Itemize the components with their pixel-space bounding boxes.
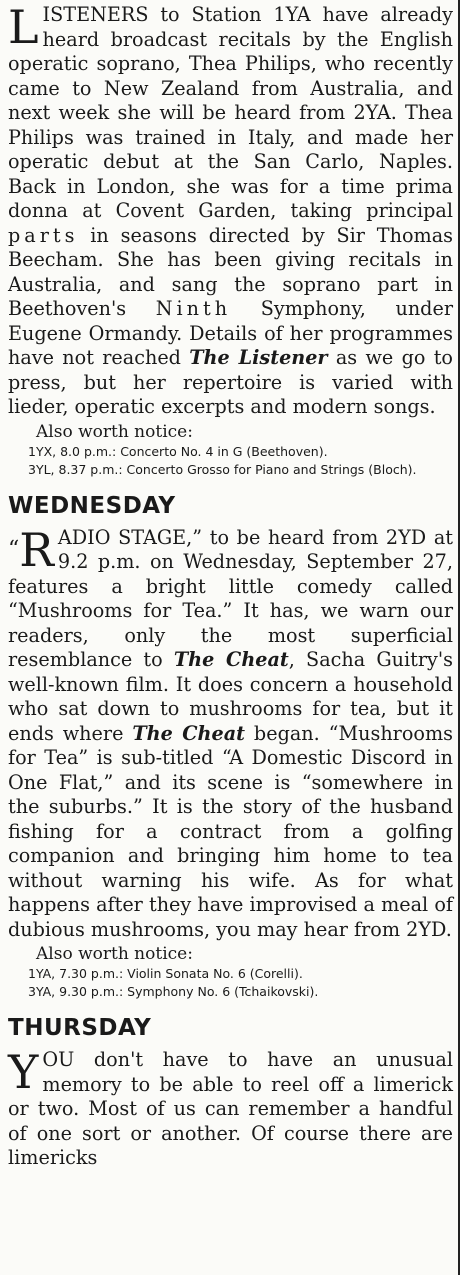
section-intro bbox=[8, 0, 453, 478]
paragraph-text: in seasons directed by Sir Thomas Beecham. She has been giving recitals in Australia, and sang the soprano part in Beethoven's bbox=[8, 223, 453, 320]
section-wednesday bbox=[8, 492, 453, 1001]
drop-cap bbox=[8, 522, 54, 577]
day-heading: THURSDAY bbox=[8, 1015, 152, 1041]
listing-entry: 3YA, 9.30 p.m.: Symphony No. 6 (Tchaikovski). bbox=[28, 984, 319, 999]
paragraph-text: , Sacha Guitry's well-known film. It does concern a household who sat down to mushrooms for tea, but it ends where bbox=[8, 648, 454, 745]
listing-entry: 1YA, 7.30 p.m.: Violin Sonata No. 6 (Corelli). bbox=[28, 966, 303, 981]
italic-title: The Cheat bbox=[173, 648, 289, 671]
section-thursday bbox=[8, 1014, 453, 1171]
also-worth-notice: Also worth notice: bbox=[36, 944, 193, 964]
paragraph-text: Symphony, under Eugene Ormandy. Details of her programmes have not reached bbox=[8, 297, 453, 369]
listing-entry: 1YX, 8.0 p.m.: Concerto No. 4 in G (Beethoven). bbox=[28, 443, 328, 459]
open-quote: “ bbox=[8, 536, 20, 562]
day-heading: WEDNESDAY bbox=[8, 492, 176, 519]
drop-cap: Y bbox=[8, 1045, 39, 1099]
italic-title: The Cheat bbox=[132, 721, 246, 745]
paragraph-text: as we go to press, but her repertoire is varied with lieder, operatic excerpts and modern songs. bbox=[8, 346, 453, 418]
article-column bbox=[8, 0, 453, 1171]
also-worth-notice: Also worth notice: bbox=[36, 421, 193, 442]
paragraph-text: OU don't have to have an unusual memory to be able to reel off a limerick or two. Most of us can remember a handful of one sort or another. Of course there are limericks bbox=[8, 1048, 453, 1169]
intro-paragraph bbox=[8, 0, 453, 420]
listing-entry: 3YL, 8.37 p.m.: Concerto Grosso for Piano and Strings (Bloch). bbox=[28, 461, 417, 477]
drop-cap-letter: R bbox=[19, 522, 54, 577]
paragraph-text: ISTENERS to Station 1YA have already heard broadcast recitals by the English operatic soprano, Thea Philips, who recently came to New Zealand from Australia, and next week she will be heard from 2YA. Thea Philips was trained in Italy, and made her operatic debut at the San Carlo, Naples. Back in London, she was for a time prima donna at Covent Garden, taking principal bbox=[8, 3, 453, 222]
thursday-paragraph bbox=[8, 1045, 453, 1171]
wednesday-paragraph bbox=[8, 522, 454, 943]
paragraph-text: ADIO STAGE,” to be heard from 2YD at 9.2 p.m. on Wednesday, September 27, features a bright little comedy called “Mushrooms for Tea.” It has, we warn our readers, only the most superficial resemblance to bbox=[8, 525, 453, 671]
paragraph-text: parts bbox=[8, 223, 79, 247]
italic-title: The Listener bbox=[189, 346, 328, 369]
drop-cap: L bbox=[8, 0, 39, 54]
paragraph-text: began. “Mushrooms for Tea” is sub-titled “A Domestic Discord in One Flat,” and its scene is “somewhere in the suburbs.” It is the story of the husband fishing for a contract from a golfing companion and bringing him home to tea without warning his wife. As for what happens after they have improvised a meal of dubious mushrooms, you may hear from 2YD. bbox=[8, 721, 453, 941]
paragraph-text: Ninth bbox=[155, 297, 232, 320]
